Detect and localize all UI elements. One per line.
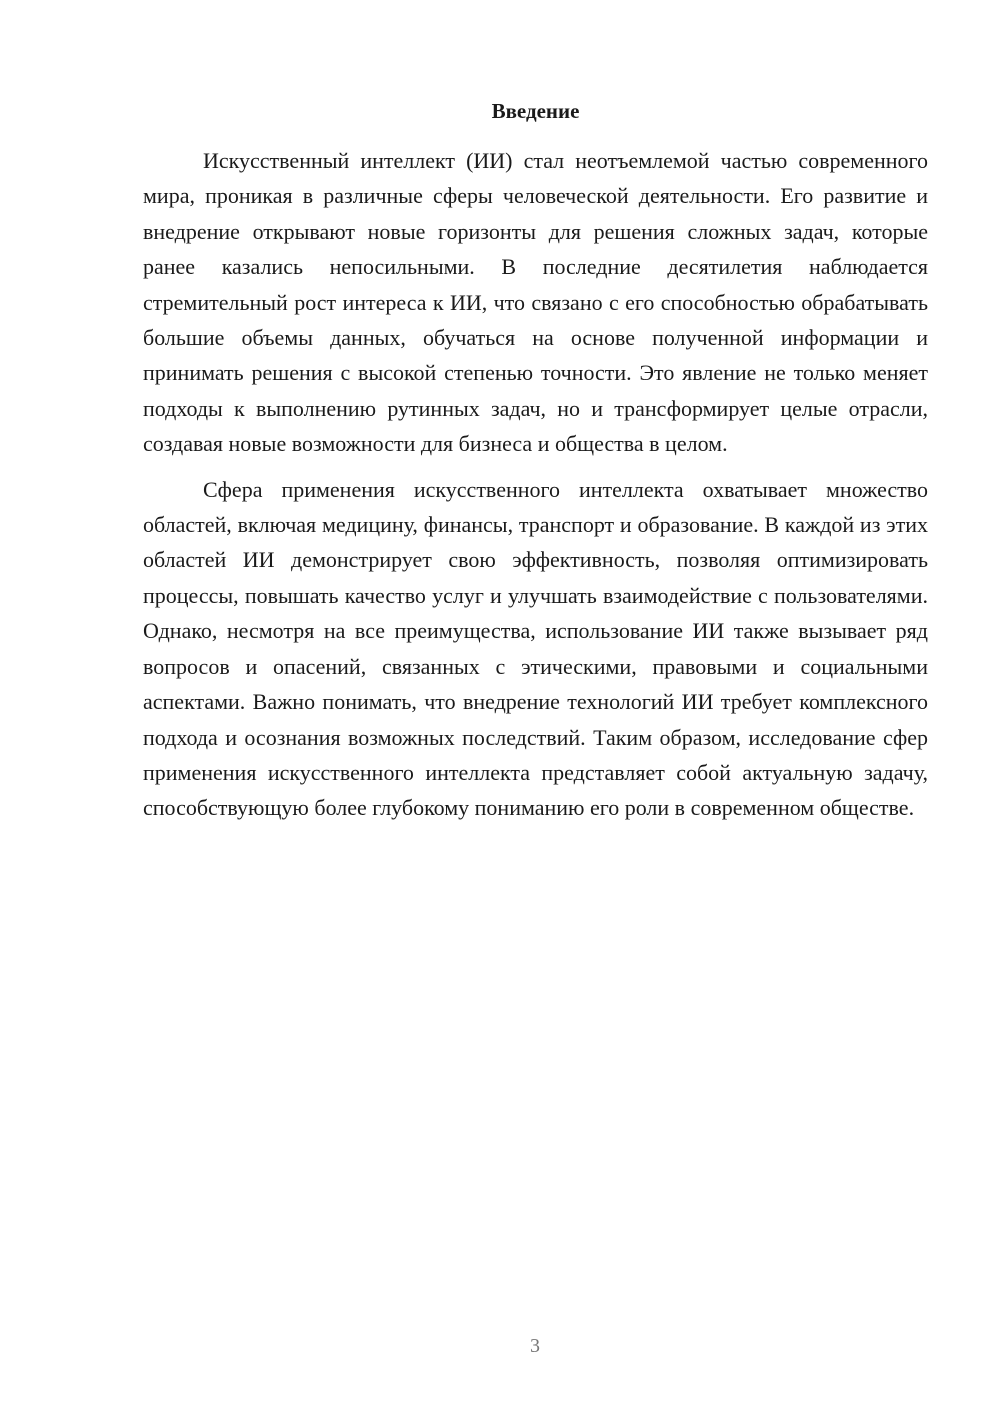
page-number: 3	[530, 1335, 540, 1357]
paragraph-applications: Сфера применения искусственного интеллекта охватывает множество областей, включая медицину, финансы, транспорт и образование. В каждой из этих областей ИИ демонстрирует свою эффективность, позволяя оптимизировать процессы, повышать качество услуг и улучшать взаимодействие с пользователями. Однако, несмотря на все преимущества, использование ИИ также вызывает ряд вопросов и опасений, связанных с этическими, правовыми и социальными аспектами. Важно понимать, что внедрение технологий ИИ требует комплексного подхода и осознания возможных последствий. Таким образом, исследование сфер применения искусственного интеллекта представляет собой актуальную задачу, способствующую более глубокому пониманию его роли в современном обществе.	[143, 476, 928, 821]
paragraph-intro: Искусственный интеллект (ИИ) стал неотъемлемой частью современного мира, проникая в различные сферы человеческой деятельности. Его развитие и внедрение открывают новые горизонты для решения сложных задач, которые ранее казались непосильными. В последние десятилетия наблюдается стремительный рост интереса к ИИ, что связано с его способностью обрабатывать большие объемы данных, обучаться на основе полученной информации и принимать решения с высокой степенью точности. Это явление не только меняет подходы к выполнению рутинных задач, но и трансформирует целые отрасли, создавая новые возможности для бизнеса и общества в целом.	[143, 148, 928, 457]
body-text	[143, 143, 928, 826]
section-heading: Введение	[491, 99, 580, 123]
